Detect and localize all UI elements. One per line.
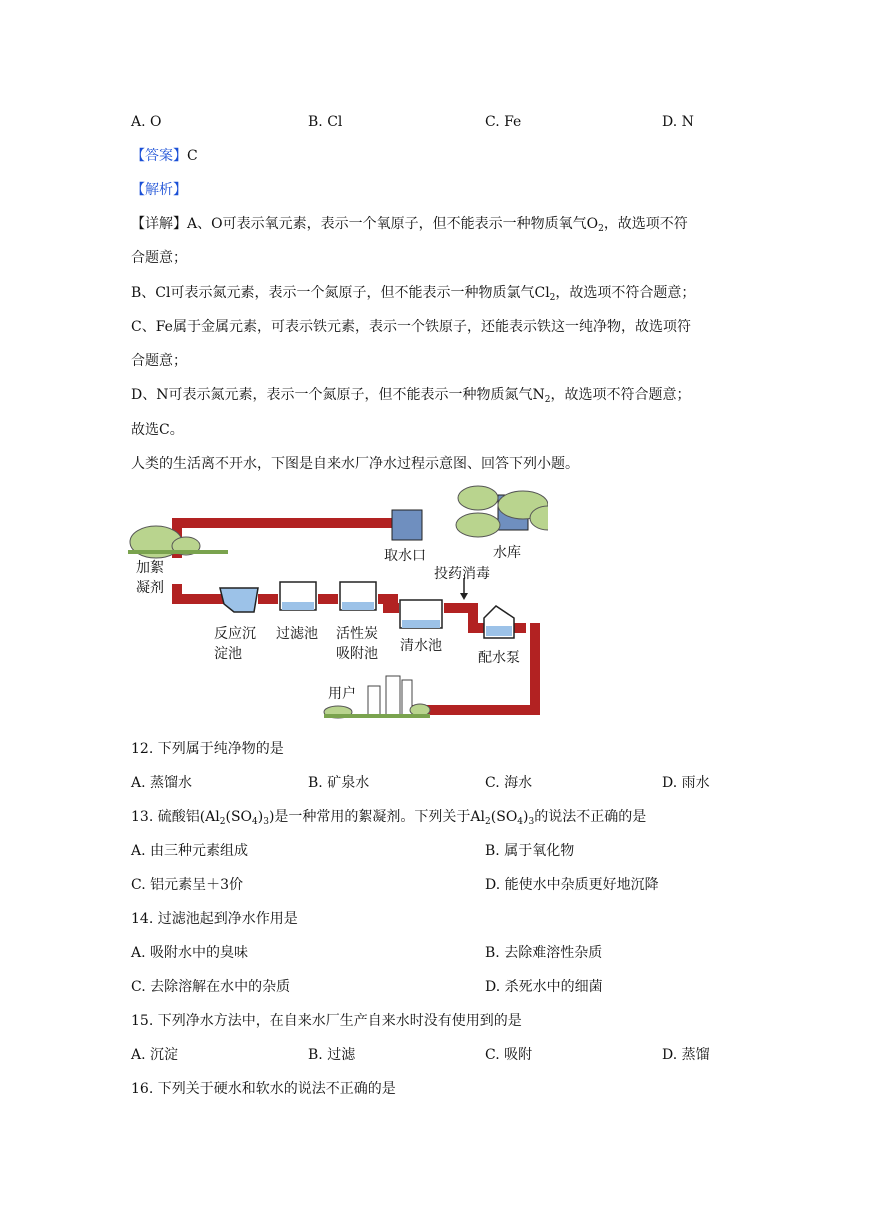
q12-stem: 12. 下列属于纯净物的是 — [131, 741, 284, 757]
answer-line — [131, 146, 198, 166]
q14-option-b: B. 去除难溶性杂质 — [485, 945, 603, 961]
clear-water — [402, 620, 440, 628]
q15-option-a: A. 沉淀 — [131, 1047, 179, 1063]
q15-stem: 15. 下列净水方法中，在自来水厂生产自来水时没有使用到的是 — [131, 1013, 522, 1029]
label-coagulant-1: 加絮 — [136, 560, 164, 576]
q13-option-b: B. 属于氧化物 — [485, 843, 575, 859]
label-user: 用户 — [328, 686, 356, 702]
label-reaction-2: 淀池 — [214, 646, 242, 662]
q13-part: )是一种常用的絮凝剂。下列关于Al — [268, 809, 486, 825]
detail-c-line2: 合题意； — [131, 353, 187, 369]
option-c: C. Fe — [485, 114, 522, 130]
q12-option-b: B. 矿泉水 — [308, 775, 370, 791]
q13-option-d: D. 能使水中杂质更好地沉降 — [485, 877, 659, 893]
q13-part: 13. 硫酸铝(Al — [131, 809, 220, 825]
label-clear: 清水池 — [400, 638, 442, 654]
q13-option-a: A. 由三种元素组成 — [131, 843, 249, 859]
q13-part: (SO — [490, 809, 518, 825]
label-carbon-1: 活性炭 — [336, 626, 378, 642]
option-d: D. N — [662, 114, 694, 130]
subscript: 2 — [485, 817, 491, 827]
label-dosing: 投药消毒 — [434, 566, 490, 582]
label-reaction-1: 反应沉 — [214, 626, 256, 642]
q13-part: ) — [257, 809, 264, 825]
detail-a-line1 — [131, 214, 688, 239]
q13-part: (SO — [225, 809, 253, 825]
label-filter: 过滤池 — [276, 626, 318, 642]
carbon-water — [342, 602, 374, 610]
detail-b-text: B、Cl可表示氮元素，表示一个氮原子，但不能表示一种物质氯气Cl — [131, 285, 550, 301]
reservoir — [456, 486, 548, 537]
answer-label: 【答案】 — [131, 148, 187, 164]
q13-part: 的说法不正确的是 — [534, 809, 647, 825]
water-treatment-diagram — [128, 480, 548, 725]
q15-option-b: B. 过滤 — [308, 1047, 356, 1063]
q14-stem: 14. 过滤池起到净水作用是 — [131, 911, 298, 927]
option-b: B. Cl — [308, 114, 343, 130]
q13-stem — [131, 807, 646, 832]
q14-option-c: C. 去除溶解在水中的杂质 — [131, 979, 291, 995]
subscript: 2 — [549, 293, 556, 303]
detail-d-text: D、N可表示氮元素，表示一个氮原子，但不能表示一种物质氮气N — [131, 387, 545, 403]
conclusion: 故选C。 — [131, 422, 184, 438]
detail-c-line1: C、Fe属于金属元素，可表示铁元素，表示一个铁原子，还能表示铁这一纯净物，故选项符 — [131, 319, 691, 335]
intro-text: 人类的生活离不开水，下图是自来水厂净水过程示意图、回答下列小题。 — [131, 456, 579, 472]
q13-part: ) — [523, 809, 529, 825]
reaction-tank — [220, 588, 258, 612]
filter-water — [282, 602, 314, 610]
subscript: 3 — [263, 817, 269, 827]
detail-a-tail: ，故选项不符 — [603, 216, 688, 232]
pump-water — [486, 626, 512, 636]
detail-d-line — [131, 385, 690, 410]
subscript: 2 — [598, 224, 604, 234]
subscript: 2 — [219, 817, 226, 827]
label-carbon-2: 吸附池 — [336, 646, 378, 662]
detail-d-tail: ，故选项不符合题意； — [550, 387, 691, 403]
q13-option-c: C. 铝元素呈＋3价 — [131, 877, 244, 893]
option-a: A. O — [131, 114, 162, 130]
q12-option-c: C. 海水 — [485, 775, 533, 791]
subscript: 4 — [517, 817, 524, 827]
answer-value: C — [187, 148, 198, 164]
label-coagulant-2: 凝剂 — [136, 580, 164, 596]
detail-b-line — [131, 283, 695, 308]
q14-option-a: A. 吸附水中的臭味 — [131, 945, 249, 961]
detail-b-tail: ，故选项不符合题意； — [555, 285, 696, 301]
detail-label: 【详解】 — [131, 216, 187, 232]
analysis-label: 【解析】 — [131, 182, 187, 198]
q12-option-d: D. 雨水 — [662, 775, 710, 791]
q15-option-d: D. 蒸馏 — [662, 1047, 710, 1063]
detail-a-line2: 合题意； — [131, 250, 187, 266]
intake-block — [392, 510, 422, 540]
subscript: 3 — [528, 817, 535, 827]
q16-stem: 16. 下列关于硬水和软水的说法不正确的是 — [131, 1081, 396, 1097]
q15-option-c: C. 吸附 — [485, 1047, 533, 1063]
q12-option-a: A. 蒸馏水 — [131, 775, 193, 791]
detail-a-text: A、O可表示氧元素，表示一个氧原子，但不能表示一种物质氧气O — [187, 216, 599, 232]
label-reservoir: 水库 — [493, 545, 521, 561]
label-intake: 取水口 — [384, 548, 426, 564]
arrow-head — [460, 593, 468, 600]
label-pump: 配水泵 — [478, 650, 520, 666]
q14-option-d: D. 杀死水中的细菌 — [485, 979, 603, 995]
subscript: 2 — [544, 395, 551, 405]
subscript: 4 — [252, 817, 258, 827]
